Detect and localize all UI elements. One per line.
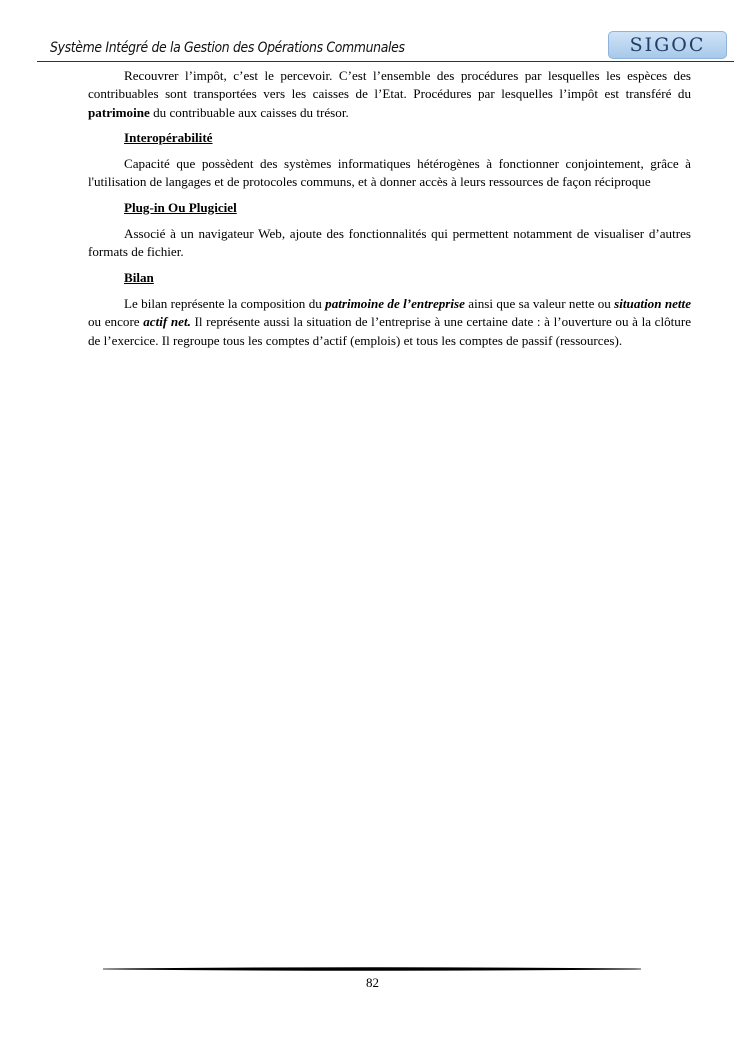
bold-term: patrimoine bbox=[88, 104, 150, 120]
text-run: Recouvrer l’impôt, c’est le percevoir. C’est l’ensemble des procédures par lesquelles les espèces des contribuables sont transportées vers les caisses de l’Etat. Procédures par lesquelles l’impôt est transféré du bbox=[88, 68, 691, 102]
bold-italic-term: actif net. bbox=[143, 314, 191, 330]
text-run: Il représente aussi la situation de l’entreprise à une certaine date : à l’ouverture ou à la clôture de l’exercice. Il regroupe tous les comptes d’actif (emplois) et tous les comptes de passif (ressources). bbox=[88, 314, 691, 348]
heading-interoperabilite: Interopérabilité bbox=[124, 129, 213, 145]
document-body bbox=[88, 67, 691, 350]
text-run: du contribuable aux caisses du trésor. bbox=[149, 104, 349, 120]
bold-italic-term: patrimoine de l’entreprise bbox=[325, 295, 465, 311]
bold-italic-term: situation nette bbox=[614, 295, 692, 311]
text-run: Le bilan représente la composition du bbox=[124, 295, 326, 311]
bilan-paragraph bbox=[88, 295, 691, 350]
text-run: ainsi que sa valeur nette ou bbox=[464, 295, 615, 311]
plugin-paragraph: Associé à un navigateur Web, ajoute des fonctionnalités qui permettent notamment de visualiser d’autres formats de fichier. bbox=[88, 226, 691, 260]
heading-bilan: Bilan bbox=[124, 269, 154, 285]
text-run: ou encore bbox=[88, 314, 144, 330]
heading-plugin: Plug-in Ou Plugiciel bbox=[124, 199, 237, 215]
header-title: Système Intégré de la Gestion des Opérations Communales bbox=[50, 40, 405, 56]
footer-rule bbox=[103, 966, 641, 972]
interoperabilite-paragraph: Capacité que possèdent des systèmes informatiques hétérogènes à fonctionner conjointement, grâce à l'utilisation de langages et de protocoles communs, et à donner accès à leurs ressources de façon réciproque bbox=[88, 156, 691, 190]
sigoc-logo: SIGOC bbox=[608, 31, 727, 59]
recouvrement-paragraph bbox=[88, 67, 691, 122]
page-number: 82 bbox=[366, 975, 379, 990]
header-rule bbox=[37, 61, 734, 62]
